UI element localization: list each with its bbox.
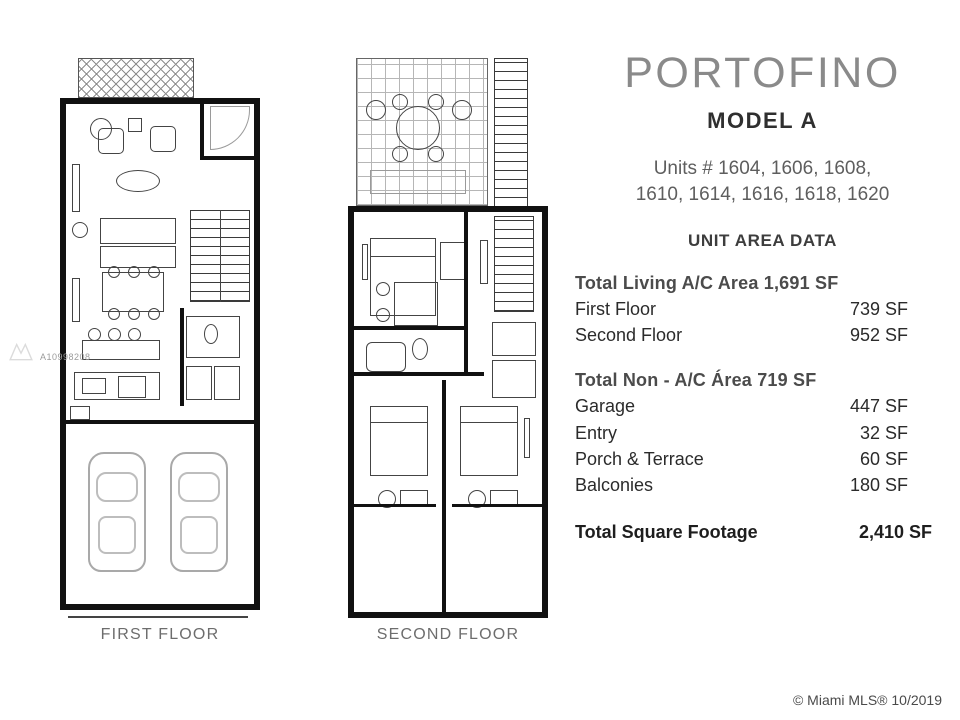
dining-chair-5 [128,308,140,320]
table-row [575,393,950,419]
non-ac-area-heading: Total Non - A/C Área 719 SF [575,370,817,391]
table-row [575,322,950,348]
row-label: Garage [575,396,636,417]
row-label: Porch & Terrace [575,448,704,469]
table-row [575,420,950,446]
coffee-table [116,170,160,192]
living-area-rows [575,296,950,348]
brand-title: PORTOFINO [624,49,901,97]
balcony-table [396,106,440,150]
bed-2-pillow-line [370,422,428,423]
first-floor-plan [60,60,260,610]
mls-listing-id: A10998208 [40,352,91,362]
balcony-rail [370,170,466,194]
dining-table [102,272,164,312]
dining-chair-6 [148,308,160,320]
shower [394,282,438,326]
balcony-chair-4 [428,146,444,162]
dining-chair-3 [148,266,160,278]
unit-area-data-heading: UNIT AREA DATA [687,231,838,251]
toilet-icon-2 [412,338,428,360]
dining-chair-4 [108,308,120,320]
interior-wall-2 [354,326,468,330]
wall-right-2 [542,206,548,618]
living-area-heading: Total Living A/C Area 1,691 SF [575,273,839,294]
table-row [575,446,950,472]
row-value: 180 SF [849,474,908,495]
closet-rod [480,240,488,284]
balcony-chair-1 [392,94,408,110]
linen-closet [492,360,536,398]
oven [118,376,146,398]
staircase-down [494,216,534,312]
total-value: 2,410 SF [858,521,932,542]
caption-first-floor: FIRST FLOOR [100,626,220,643]
wall-bottom-2 [348,612,548,618]
door-swing-entry [210,106,250,150]
sink [70,406,90,420]
units-line-1: Units # 1604, 1606, 1608, [653,158,872,179]
non-ac-area-rows [575,393,950,497]
balcony-chair-3 [392,146,408,162]
table-row [575,296,950,322]
window-left-1 [72,164,80,212]
dining-chair-2 [128,266,140,278]
dining-chair-1 [108,266,120,278]
bathtub [366,342,406,372]
row-value: 447 SF [849,396,908,417]
lamp-icon [72,222,88,238]
row-label: Balconies [575,474,654,495]
row-value: 32 SF [859,422,908,443]
sofa [100,218,176,244]
bar-stool-1 [88,328,101,341]
window-2f-left [362,244,368,280]
model-subtitle: MODEL A [707,108,818,133]
washer [186,366,212,400]
kitchen-island [82,340,160,360]
copyright-notice: © Miami MLS® 10/2019 [792,692,942,708]
row-label: First Floor [575,299,656,320]
balcony-plant-2 [452,100,472,120]
garage-wall [66,420,254,424]
units-line-2: 1610, 1614, 1616, 1618, 1620 [635,183,890,205]
wall-left-2 [348,206,354,618]
sink-icon-1 [376,282,390,296]
bar-stool-2 [108,328,121,341]
wall-right [254,98,260,610]
side-table [128,118,142,132]
toilet-icon [204,324,218,344]
entry-wall-2 [200,156,258,160]
second-floor-plan [348,60,548,610]
hall-closet [492,322,536,356]
wall-bottom [60,604,260,610]
master-bed-pillow-line [370,256,436,257]
interior-wall-6 [354,504,436,507]
driveway-line [68,616,248,618]
bed-3-pillow-line [460,422,518,423]
units-list [575,156,950,207]
row-value: 739 SF [849,299,908,320]
sink-icon-2 [376,308,390,322]
armchair-2 [150,126,176,152]
total-label: Total Square Footage [575,521,758,542]
window-2f-right [524,418,530,458]
cooktop [82,378,106,394]
car-1 [88,452,146,572]
terrace-hatch [78,58,194,98]
row-value: 60 SF [859,448,908,469]
table-row [575,472,950,498]
total-square-footage [575,522,950,543]
stair-rail [220,210,221,302]
sofa-2 [100,246,176,268]
window-left-2 [72,278,80,322]
interior-wall-5 [442,380,446,618]
interior-wall-4 [354,372,484,376]
wall-top-2 [348,206,548,212]
wall-top [60,98,260,104]
entry-wall [200,98,204,160]
info-panel [575,49,950,543]
balcony-plant-1 [366,100,386,120]
row-label: Second Floor [575,325,683,346]
watermark-logo-icon [8,338,34,364]
caption-second-floor: SECOND FLOOR [376,626,520,643]
interior-wall-1 [180,308,184,406]
nightstand-1 [440,242,466,280]
interior-wall-7 [452,504,542,507]
balcony-chair-2 [428,94,444,110]
bar-stool-3 [128,328,141,341]
dryer [214,366,240,400]
row-value: 952 SF [849,325,908,346]
row-label: Entry [575,422,618,443]
interior-wall-3 [464,212,468,372]
car-2 [170,452,228,572]
bed-2 [370,406,428,476]
stair-shaft-upper [494,58,528,208]
bed-3 [460,406,518,476]
armchair-1 [98,128,124,154]
